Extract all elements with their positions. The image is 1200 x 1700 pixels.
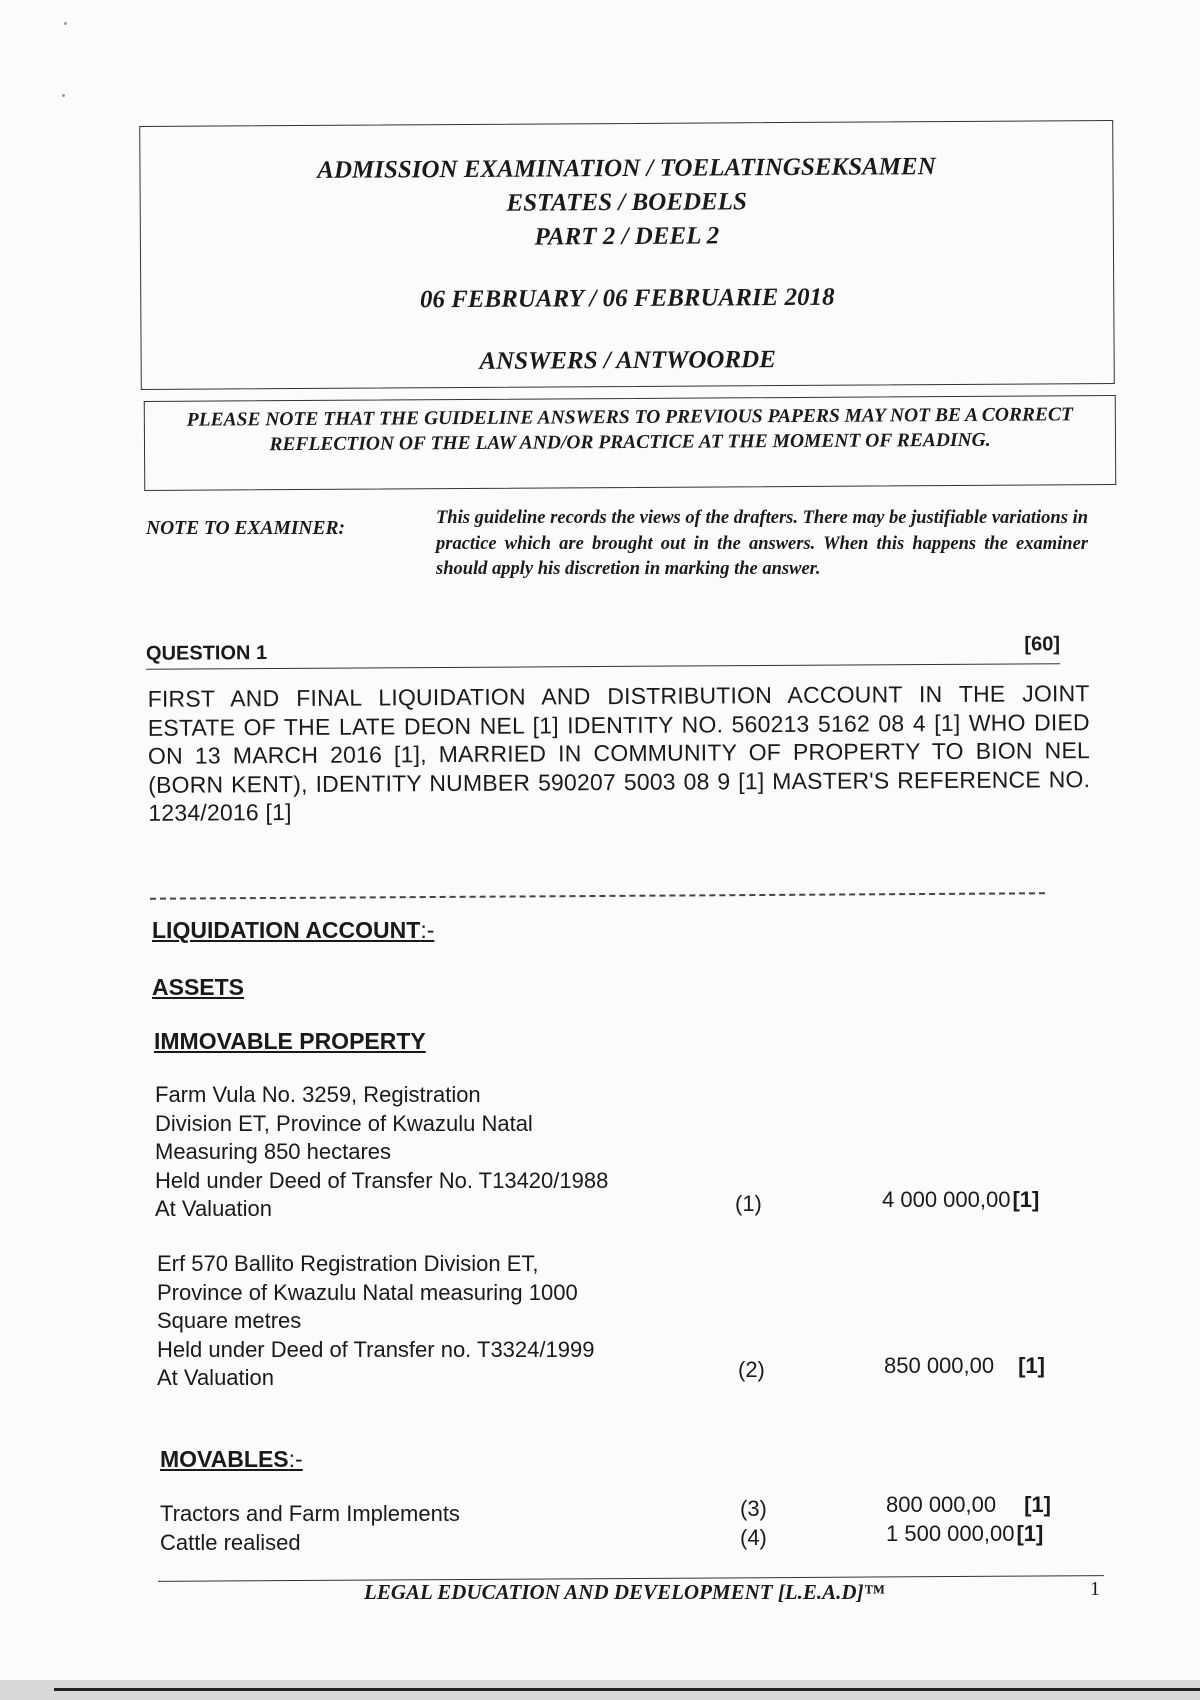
asset-description: Tractors and Farm Implements <box>160 1501 460 1526</box>
asset-description: Erf 570 Ballito Registration Division ET, Province of Kwazulu Natal measuring 1000 Square metres Held under Deed of Transfer no. T3324/1999 At Valuation <box>157 1251 595 1390</box>
page-edge-line <box>54 1688 1200 1691</box>
dashed-divider <box>150 892 1045 899</box>
page-number: 1 <box>1090 1578 1100 1600</box>
exam-title: ADMISSION EXAMINATION / TOELATINGSEKSAMEN <box>317 153 936 184</box>
liquidation-account-heading: LIQUIDATION ACCOUNT:- <box>152 917 435 943</box>
account-title-paragraph: FIRST AND FINAL LIQUIDATION AND DISTRIBUTION ACCOUNT IN THE JOINT ESTATE OF THE LATE DEON NEL [1] IDENTITY NO. 560213 5162 08 4 [1] WHO DIED ON 13 MARCH 2016 [1], MARRIED IN COMMUNITY OF PROPERTY TO BION NEL (BORN KENT), IDENTITY NUMBER 590207 5003 08 9 [1] MASTER'S REFERENCE NO. 1234/2016 [1] <box>147 680 1091 826</box>
examiner-note-label: NOTE TO EXAMINER: <box>146 518 346 539</box>
asset-description: Cattle realised <box>160 1530 301 1555</box>
asset-ref-number: (3) <box>740 1496 767 1521</box>
exam-date: 06 FEBRUARY / 06 FEBRUARIE 2018 <box>419 283 835 314</box>
immovable-property-heading: IMMOVABLE PROPERTY <box>154 1028 426 1054</box>
subject-title: ESTATES / BOEDELS <box>506 188 747 217</box>
answers-title: ANSWERS / ANTWOORDE <box>479 346 776 375</box>
examiner-note-text: This guideline records the views of the drafters. There may be justifiable variations in practice which are brought out in the answers. When this happens the examiner should apply his discretion in marking the answer. <box>436 508 1088 579</box>
title-box <box>139 120 1115 390</box>
scan-bottom-edge <box>0 1680 1200 1700</box>
assets-heading: ASSETS <box>152 974 245 1000</box>
asset-ref-number: (4) <box>740 1525 767 1550</box>
part-title: PART 2 / DEEL 2 <box>534 222 720 251</box>
asset-amount: 1 500 000,00[1] <box>886 1521 1044 1546</box>
asset-ref-number: (2) <box>738 1357 765 1382</box>
asset-ref-number: (1) <box>735 1191 762 1216</box>
asset-description: Farm Vula No. 3259, Registration Division ET, Province of Kwazulu Natal Measuring 850 hectares Held under Deed of Transfer No. T13420/1988 At Valuation <box>155 1082 609 1221</box>
asset-amount: 800 000,00 [1] <box>886 1492 1051 1517</box>
question-marks: [60] <box>1024 633 1061 656</box>
footer-text: LEGAL EDUCATION AND DEVELOPMENT [L.E.A.D]™ <box>364 1580 885 1604</box>
movables-heading: MOVABLES:- <box>160 1446 303 1472</box>
asset-amount: 850 000,00 [1] <box>884 1353 1045 1378</box>
guideline-notice: PLEASE NOTE THAT THE GUIDELINE ANSWERS TO PREVIOUS PAPERS MAY NOT BE A CORRECT REFLECTION OF THE LAW AND/OR PRACTICE AT THE MOMENT OF READING. <box>144 395 1117 491</box>
asset-amount: 4 000 000,00[1] <box>882 1187 1040 1212</box>
scan-speck <box>64 22 67 25</box>
scan-speck <box>62 94 65 97</box>
question-label: QUESTION 1 <box>145 642 268 665</box>
question-header <box>146 633 1060 670</box>
